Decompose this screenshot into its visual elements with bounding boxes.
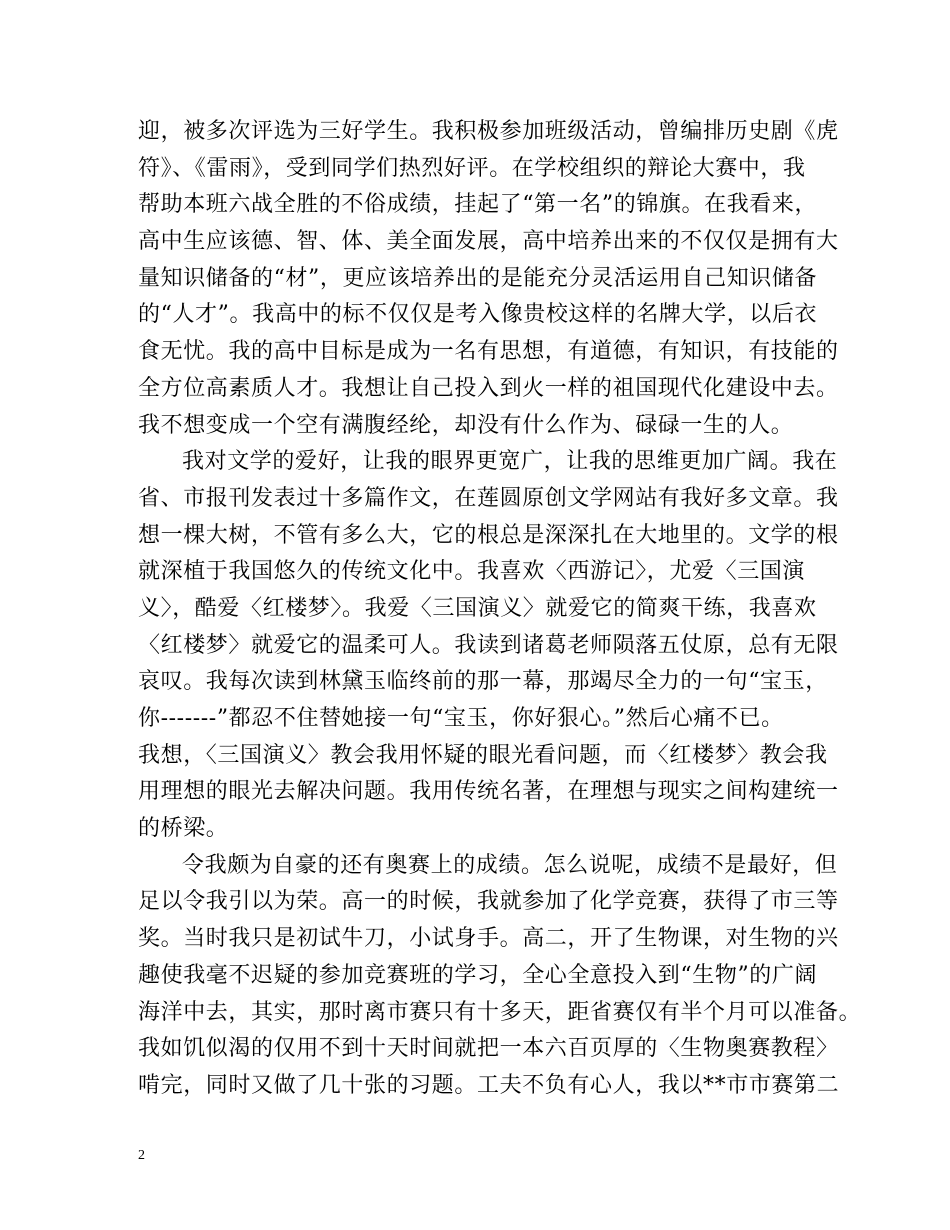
text-line: 啃完，同时又做了几十张的习题。工夫不负有心人，我以**市市赛第二 [138,1072,840,1098]
text-line: 的“人才”。我高中的标不仅仅是考入像贵校这样的名牌大学，以后衣 [138,302,818,328]
text-line: 食无忧。我的高中目标是成为一名有思想，有道德，有知识，有技能的 [138,339,839,365]
text-line: 省、市报刊发表过十多篇作文，在莲圆原创文学网站有我好多文章。我 [138,485,839,511]
paragraph-start-line: 令我颇为自豪的还有奥赛上的成绩。怎么说呢，成绩不是最好，但 [182,852,838,878]
text-line: 我想，〈三国演义〉教会我用怀疑的眼光看问题，而〈红楼梦〉教会我 [138,742,828,768]
text-line: 量知识储备的“材”，更应该培养出的是能充分灵活运用自己知识储备 [138,265,818,291]
text-line: 我如饥似渴的仅用不到十天时间就把一本六百页厚的〈生物奥赛教程〉 [138,1036,839,1062]
text-line: 就深植于我国悠久的传统文化中。我喜欢〈西游记〉，尤爱〈三国演 [138,559,806,585]
text-line: 想一棵大树，不管有多么大，它的根总是深深扎在大地里的。文学的根 [138,522,839,548]
text-line: 哀叹。我每次读到林黛玉临终前的那一幕，那竭尽全力的一句“宝玉， [138,669,828,695]
text-line: 用理想的眼光去解决问题。我用传统名著，在理想与现实之间构建统一 [138,779,839,805]
text-line: 〈红楼梦〉就爱它的温柔可人。我读到诸葛老师陨落五仗原，总有无限 [138,632,839,658]
text-line: 奖。当时我只是初试牛刀，小试身手。高二，开了生物课，对生物的兴 [138,926,839,952]
text-line: 足以令我引以为荣。高一的时候，我就参加了化学竞赛，获得了市三等 [138,889,839,915]
text-line: 的桥梁。 [138,816,229,842]
text-line: 我不想变成一个空有满腹经纶，却没有什么作为、碌碌一生的人。 [138,412,794,438]
text-line: 趣使我毫不迟疑的参加竞赛班的学习，全心全意投入到“生物”的广阔 [138,962,818,988]
text-line: 符》、《雷雨》，受到同学们热烈好评。在学校组织的辩论大赛中，我 [138,155,806,181]
text-line: 海洋中去，其实，那时离市赛只有十多天，距省赛仅有半个月可以准备。 [138,999,862,1025]
paragraph-start-line: 我对文学的爱好，让我的眼界更宽广，让我的思维更加广阔。我在 [182,449,838,475]
text-line: 义〉，酷爱〈红楼梦〉。我爱〈三国演义〉就爱它的简爽干练，我喜欢 [138,595,817,621]
text-line: 帮助本班六战全胜的不俗成绩，挂起了“第一名”的锦旗。在我看来， [138,192,818,218]
text-line: 全方位高素质人才。我想让自己投入到火一样的祖国现代化建设中去。 [138,375,839,401]
page-number: 2 [138,1148,145,1163]
text-line: 迎，被多次评选为三好学生。我积极参加班级活动，曾编排历史剧《虎 [138,119,839,144]
text-line: 高中生应该德、智、体、美全面发展，高中培养出来的不仅仅是拥有大 [138,229,839,255]
body-text [138,114,862,1105]
text-line: 你-------”都忍不住替她接一句“宝玉，你好狠心。”然后心痛不已。 [138,706,784,731]
